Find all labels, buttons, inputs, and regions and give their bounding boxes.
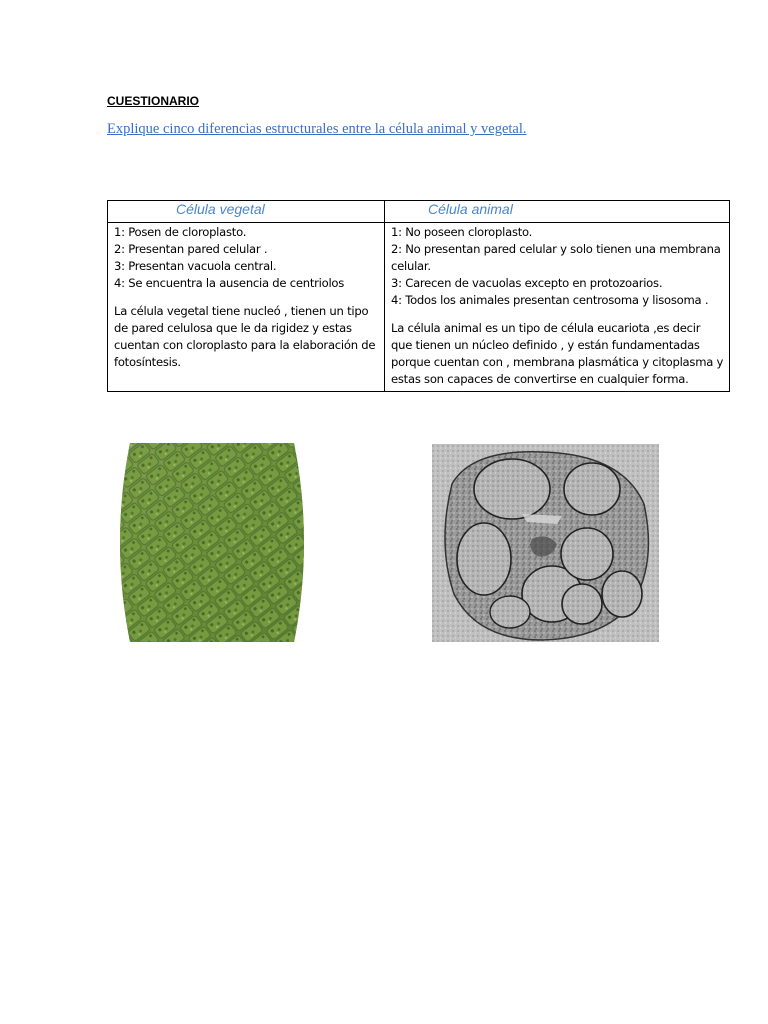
plant-cell-image — [118, 443, 306, 642]
animal-cell-micrograph — [432, 444, 659, 642]
animal-cell-column — [385, 223, 730, 392]
animal-paragraph: La célula animal es un tipo de célula eucariota ,es decir que tienen un núcleo definido , y están fundamentadas porque cuentan con , membrana plasmática y citoplasma y estas son capaces de convertirse en cualquier forma. — [391, 321, 724, 386]
header-animal-cell: Célula animal — [385, 201, 730, 223]
table-header-row — [108, 201, 730, 223]
plant-item-3: 3: Presentan vacuola central. — [114, 259, 277, 273]
animal-item-4: 4: Todos los animales presentan centrosoma y lisosoma . — [391, 293, 709, 307]
animal-item-1: 1: No poseen cloroplasto. — [391, 225, 533, 239]
table-row — [108, 223, 730, 392]
plant-cell-micrograph — [118, 443, 306, 642]
animal-cell-image — [432, 444, 659, 642]
comparison-table — [107, 200, 730, 392]
header-plant-cell: Célula vegetal — [108, 201, 385, 223]
animal-item-2: 2: No presentan pared celular y solo tienen una membrana celular. — [391, 242, 721, 273]
plant-paragraph: La célula vegetal tiene nucleó , tienen un tipo de pared celulosa que le da rigidez y estas cuentan con cloroplasto para la elaboración de fotosíntesis. — [114, 304, 376, 369]
question-text: Explique cinco diferencias estructurales entre la célula animal y vegetal. — [107, 121, 527, 137]
plant-item-4: 4: Se encuentra la ausencia de centriolos — [114, 276, 345, 290]
page-heading: CUESTIONARIO — [107, 94, 200, 108]
plant-cell-column — [108, 223, 385, 392]
plant-item-1: 1: Posen de cloroplasto. — [114, 225, 247, 239]
plant-item-2: 2: Presentan pared celular . — [114, 242, 268, 256]
animal-item-3: 3: Carecen de vacuolas excepto en protozoarios. — [391, 276, 663, 290]
